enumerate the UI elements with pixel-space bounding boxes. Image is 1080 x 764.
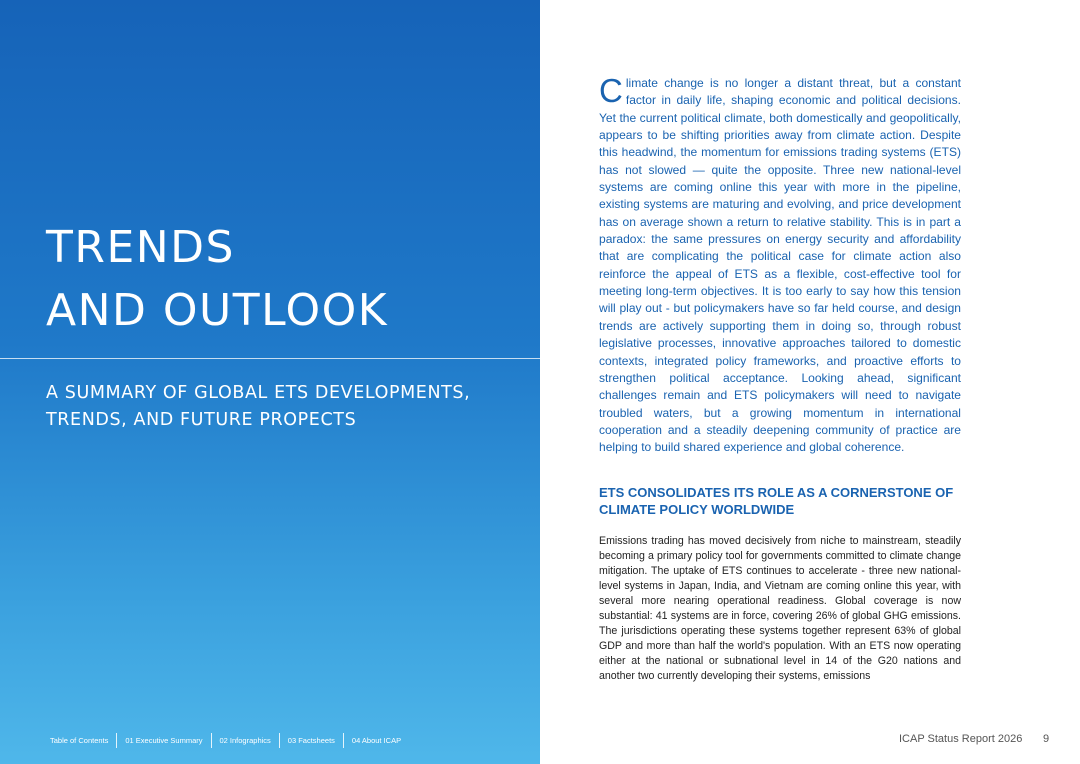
body-paragraph: Emissions trading has moved decisively from niche to mainstream, steadily becoming a primary policy tool for governments committed to climate change mitigation. The uptake of ETS continues to accelerate - three new national-level systems in Japan, India, and Vietnam are coming online this year, with several more nearing operational readiness. Global coverage is now substantial: 41 systems are in force, covering 26% of global GHG emissions. The jurisdictions operating these systems together represent 63% of global GDP and more than half the world's population. With an ETS now operating either at the national or subnational level in 14 of the G20 nations and another two currently developing their systems, emissions [599,534,961,683]
intro-paragraph [599,72,961,457]
title-divider [0,358,540,359]
nav-link-factsheets[interactable]: 03 Factsheets [287,735,335,745]
footer-navigation [50,732,401,748]
nav-link-table-of-contents[interactable]: Table of Contents [50,735,109,745]
nav-separator [211,733,212,748]
intro-text: limate change is no longer a distant threat, but a constant factor in daily life, shaping economic and political decisions. Yet the current political climate, both domestically and geopolitically, appears to be shifting priorities away from climate action. Despite this headwind, the momentum for emissions trading systems (ETS) has not slowed — quite the opposite. Three new national-level systems are coming online this year with more in the pipeline, existing systems are maturing and evolving, and price development has on average shown a return to relative stability. This is in part a paradox: the same pressures on energy security and affordability that are complicating the political case for climate action also reinforce the appeal of ETS as a flexible, cost-effective tool for meeting long-term objectives. It is too early to say how this tension will play out - but policymakers have so far held course, and design trends are actively supporting them in doing so, through robust legislative processes, innovative approaches tailored to domestic contexts, integrated policy frameworks, and proactive efforts to strengthen political acceptance. Looking ahead, significant challenges remain and ETS policymakers will need to navigate troubled waters, but a growing momentum in international cooperation and a steadily deepening community of practice are helping to build shared experience and global coherence. [599,76,961,455]
report-name: ICAP Status Report 2026 [899,733,1023,745]
page-title-line-2: AND OUTLOOK [46,285,389,336]
subtitle-line-1: A SUMMARY OF GLOBAL ETS DEVELOPMENTS, [46,383,471,403]
section-heading: ETS CONSOLIDATES ITS ROLE AS A CORNERSTONE OF CLIMATE POLICY WORLDWIDE [599,484,954,517]
nav-separator [343,733,344,748]
nav-link-infographics[interactable]: 02 Infographics [219,735,271,745]
drop-cap: C [599,72,623,109]
nav-link-about-icap[interactable]: 04 About ICAP [351,735,402,745]
subtitle-line-2: TRENDS, AND FUTURE PROPECTS [46,410,357,430]
nav-link-executive-summary[interactable]: 01 Executive Summary [125,735,203,745]
nav-separator [116,733,117,748]
page-title-line-1: TRENDS [46,222,235,273]
article-column [599,72,961,685]
nav-separator [279,733,280,748]
page-number: 9 [1043,733,1050,745]
